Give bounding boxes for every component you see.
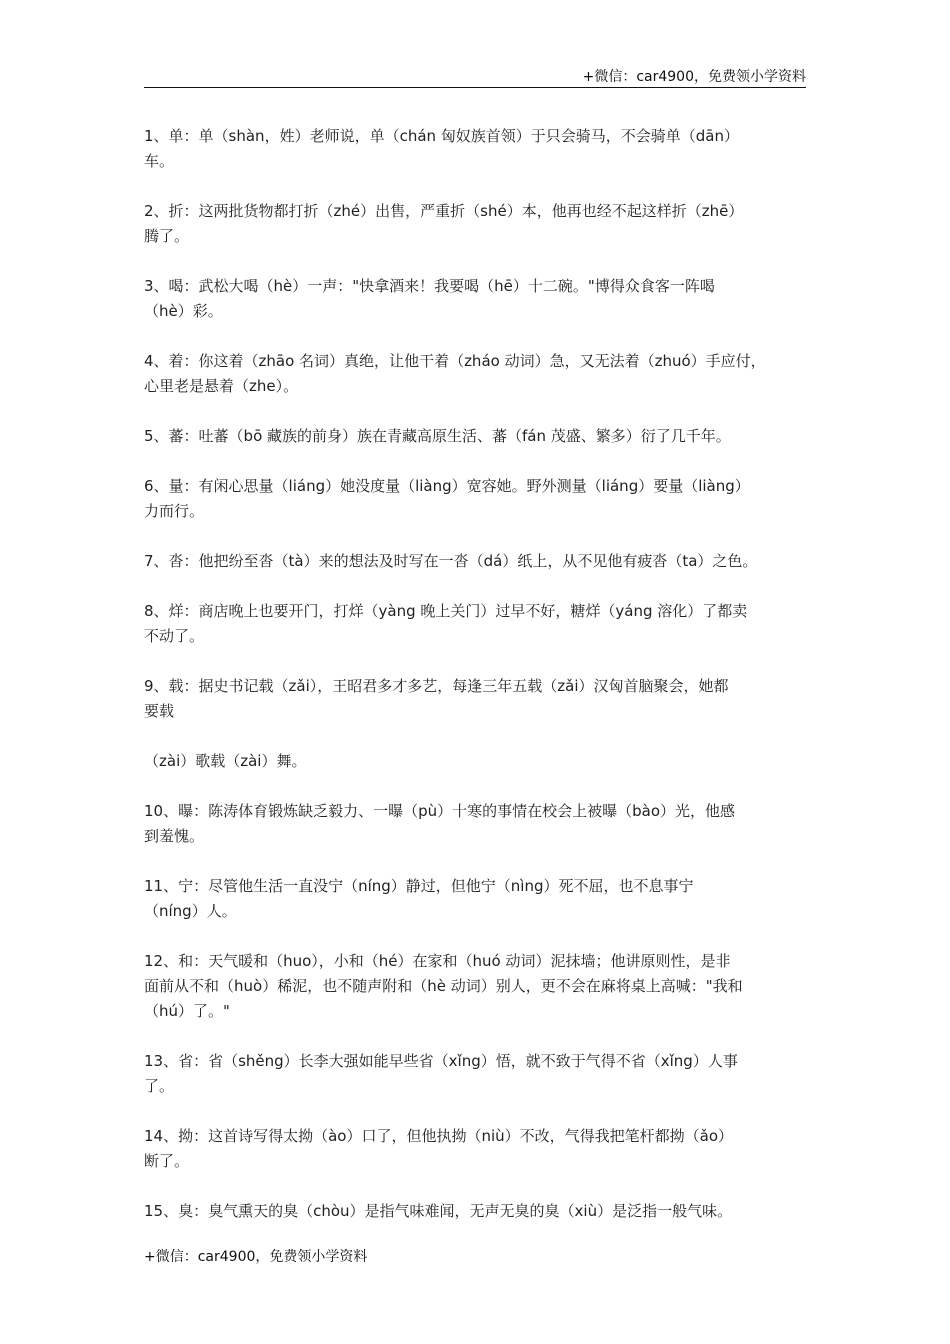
entry-14: 14、拗：这首诗写得太拗（ào）口了，但他执拗（niù）不改，气得我把笔杆都拗（ǎo） 断了。 [144,1127,734,1170]
entry-8: 8、烊：商店晚上也要开门，打烊（yàng 晚上关门）过早不好，糖烊（yáng 溶化）了都卖 不动了。 [144,602,748,645]
entry-1: 1、单：单（shàn，姓）老师说，单（chán 匈奴族首领）于只会骑马，不会骑单（dān） 车。 [144,127,740,170]
header-divider [144,87,806,88]
entry-10: 10、曝：陈涛体育锻炼缺乏毅力、一曝（pù）十寒的事情在校会上被曝（bào）光，他感 到羞愧。 [144,802,736,845]
entry-3: 3、喝：武松大喝（hè）一声："快拿酒来！我要喝（hē）十二碗。"博得众食客一阵喝 （hè）彩。 [144,277,715,320]
entry-11: 11、宁：尽管他生活一直没宁（níng）静过，但他宁（nìng）死不屈，也不息事宁 （níng）人。 [144,877,694,920]
entry-15: 15、臭：臭气熏天的臭（chòu）是指气味难闻，无声无臭的臭（xiù）是泛指一般气味。 [144,1202,733,1220]
entry-6: 6、量：有闲心思量（liáng）她没度量（liàng）宽容她。野外测量（liáng）要量（liàng） 力而行。 [144,477,750,520]
entry-7: 7、沓：他把纷至沓（tà）来的想法及时写在一沓（dá）纸上，从不见他有疲沓（ta）之色。 [144,552,758,570]
entry-13: 13、省：省（shěng）长李大强如能早些省（xǐng）悟，就不致于气得不省（xǐng）人事 了。 [144,1052,738,1095]
entry-4: 4、着：你这着（zhāo 名词）真绝，让他干着（zháo 动词）急，又无法着（zhuó）手应付， 心里老是悬着（zhe）。 [144,352,766,395]
page-footer: +微信：car4900，免费领小学资料 [144,1249,368,1265]
document-body [144,124,816,1249]
entry-5: 5、蕃：吐蕃（bō 藏族的前身）族在青藏高原生活、蕃（fán 茂盛、繁多）衍了几千年。 [144,427,731,445]
entry-2: 2、折：这两批货物都打折（zhé）出售，严重折（shé）本，他再也经不起这样折（zhē） 腾了。 [144,202,744,245]
entry-9: 9、载：据史书记载（zǎi），王昭君多才多艺，每逢三年五载（zǎi）汉匈首脑聚会，她都 要载 [144,677,729,720]
entry-12: 12、和：天气暖和（huo），小和（hé）在家和（huó 动词）泥抹墙；他讲原则性，是非 面前从不和（huò）稀泥，也不随声附和（hè 动词）别人，更不会在麻将桌上高喊："我和 （hú）了。" [144,952,743,1020]
page-header: +微信：car4900，免费领小学资料 [582,69,806,85]
entry-9-continued: （zài）歌载（zài）舞。 [144,752,307,770]
